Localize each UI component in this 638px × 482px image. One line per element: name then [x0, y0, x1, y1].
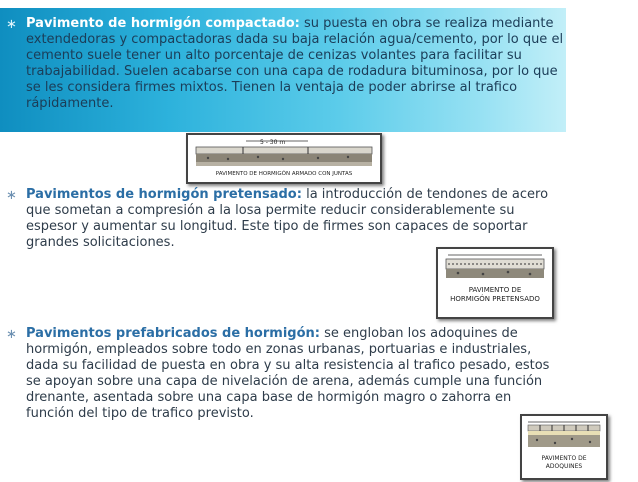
figure-prestressed	[436, 247, 554, 319]
figure-drawing	[188, 135, 380, 182]
item-title: Pavimentos prefabricados de hormigón:	[26, 326, 320, 341]
figure-caption-line1: PAVIMENTO DE	[468, 286, 522, 294]
figure-caption-line1: PAVIMENTO DE	[541, 455, 587, 462]
bullet-icon: ∗	[6, 327, 17, 342]
item-body: la introducción de tendones de acero que sometan a compresión a la losa permite reducir considerablemente su espesor y aumentar su longitud. Este tipo de firmes son capaces de soportar grandes solicitaciones.	[26, 187, 549, 250]
item-title: Pavimentos de hormigón pretensado:	[26, 187, 302, 202]
paragraph-2	[26, 187, 550, 251]
figure-caption: PAVIMENTO DE HORMIGÓN ARMADO CON JUNTAS	[215, 171, 353, 177]
figure-jointed-slab	[186, 133, 382, 184]
figure-drawing	[522, 416, 606, 478]
bullet-icon: ∗	[6, 188, 17, 203]
figure-dimension: 5 - 30 m	[260, 139, 286, 146]
item-body: se engloban los adoquines de hormigón, empleados sobre todo en zonas urbanas, portuarias e industriales, dada su facilidad de puesta en obra y su alta resistencia al trafico pesado, estos se apoyan sobre una capa de nivelación de arena, además cumple una función drenante, asentada sobre una capa base de hormigón magro o zahorra en función del tipo de trafico previsto.	[26, 326, 550, 421]
item-body: su puesta en obra se realiza mediante extendedoras y compactadoras dada su baja relación agua/cemento, por lo que el cemento suele tener un alto porcentaje de cenizas volantes para facilitar su trabajabilidad. Suelen acabarse con una capa de rodadura bituminosa, por lo que se les considera firmes mixtos. Tienen la ventaja de poder abrirse al trafico rápidamente.	[26, 16, 564, 111]
item-title: Pavimento de hormigón compactado:	[26, 16, 300, 31]
paragraph-3	[26, 326, 562, 422]
paragraph-1	[26, 16, 566, 112]
figure-caption-line2: ADOQUINES	[545, 463, 583, 470]
bullet-icon: ∗	[6, 17, 17, 32]
figure-caption-line2: HORMIGÓN PRETENSADO	[450, 295, 540, 303]
figure-drawing	[438, 249, 552, 317]
figure-pavers	[520, 414, 608, 480]
